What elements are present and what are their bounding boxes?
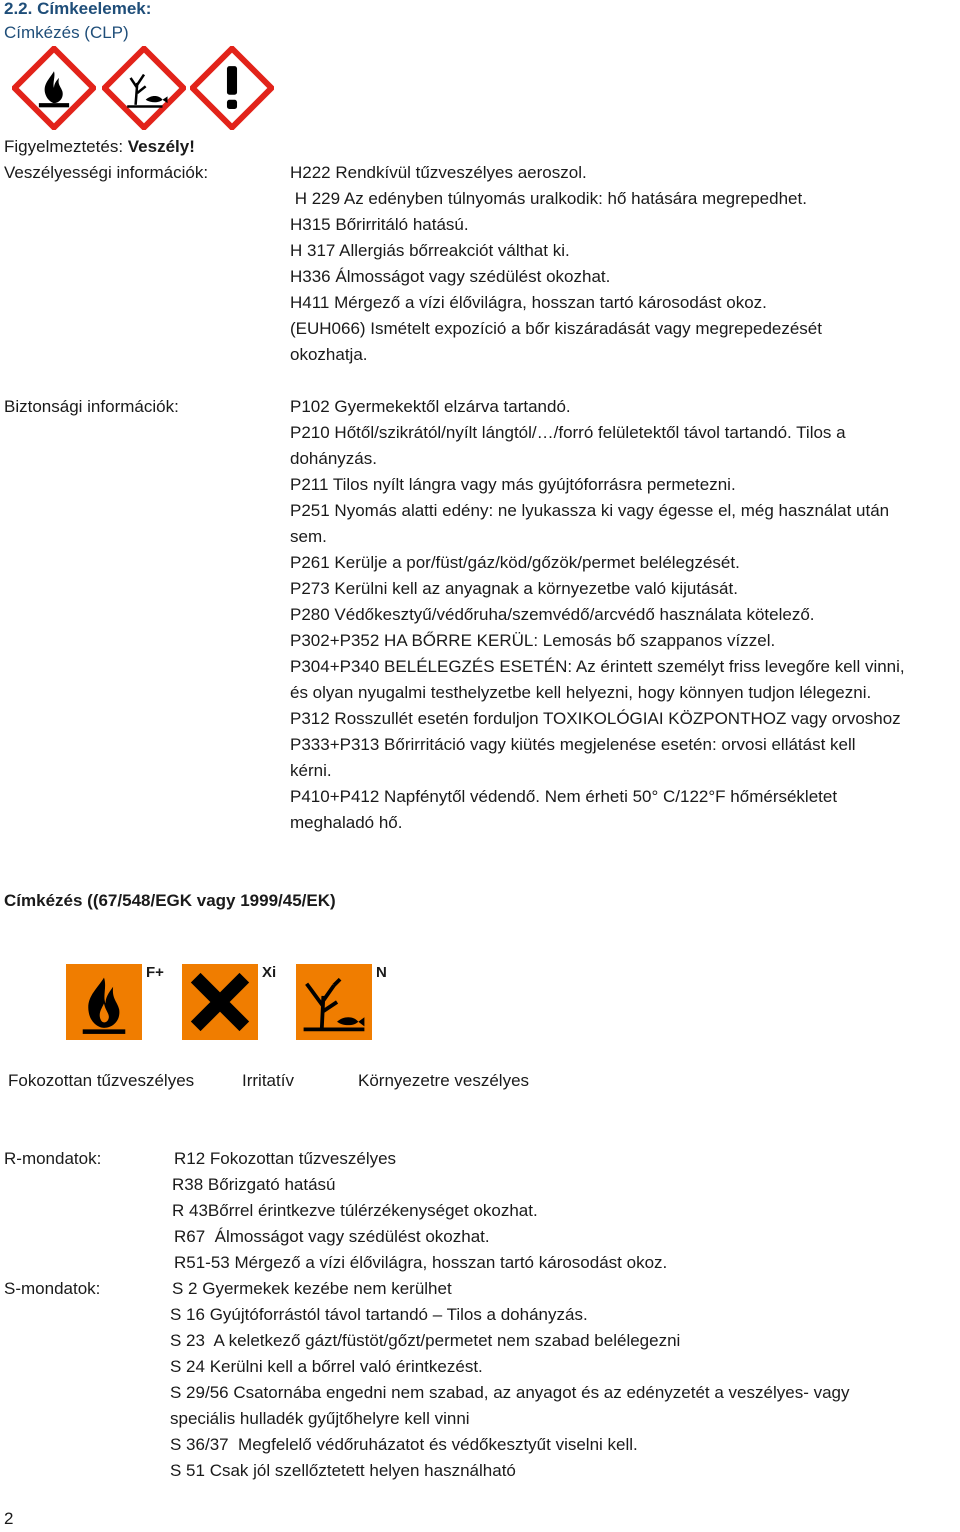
s-phrase: S 23 A keletkező gázt/füstöt/gőzt/permetet nem szabad belélegezni — [170, 1331, 681, 1350]
precaution-statement: meghaladó hő. — [290, 813, 403, 832]
eu-code-n: N — [376, 964, 387, 981]
hazard-statement: H336 Álmosságot vagy szédülést okozhat. — [290, 267, 611, 286]
precaution-statement: P333+P313 Bőrirritáció vagy kiütés megjelenése esetén: orvosi ellátást kell — [290, 735, 856, 754]
precaution-statement: P280 Védőkesztyű/védőruha/szemvédő/arcvédő használata kötelező. — [290, 605, 815, 624]
precaution-statement: P251 Nyomás alatti edény: ne lyukassza ki vagy égesse el, még használat után — [290, 501, 890, 520]
precaution-statement: P312 Rosszullét esetén forduljon TOXIKOLÓGIAI KÖZPONTHOZ vagy orvoshoz — [290, 709, 901, 728]
precaution-statement: P261 Kerülje a por/füst/gáz/köd/gőzök/permet belélegzését. — [290, 553, 740, 572]
hazard-statement: H 229 Az edényben túlnyomás uralkodik: hő hatására megrepedhet. — [290, 189, 807, 208]
r-phrases-list — [172, 1146, 667, 1276]
s-phrases-label: S-mondatok: — [4, 1279, 101, 1298]
hazard-statement: H 317 Allergiás bőrreakciót válthat ki. — [290, 241, 570, 260]
s-phrase: S 36/37 Megfelelő védőruházatot és védőkesztyűt viselni kell. — [170, 1435, 638, 1454]
signal-label: Figyelmeztetés: — [4, 137, 124, 156]
r-phrase: R51-53 Mérgező a vízi élővilágra, hosszan tartó károsodást okoz. — [174, 1253, 668, 1272]
signal-word: Veszély! — [127, 137, 195, 156]
s-phrase: S 51 Csak jól szellőztetett helyen használható — [170, 1461, 516, 1480]
r-phrase: R38 Bőrizgató hatású — [172, 1175, 336, 1194]
s-phrase: S 24 Kerülni kell a bőrrel való érintkezést. — [170, 1357, 483, 1376]
hazard-label: Veszélyességi információk: — [4, 163, 209, 182]
r-phrases-label: R-mondatok: — [4, 1149, 102, 1168]
section-title: 2.2. Címkeelemek: — [4, 0, 152, 18]
signal-word-row — [4, 134, 195, 160]
exclamation-icon — [190, 46, 274, 130]
hazard-statement: H411 Mérgező a vízi élővilágra, hosszan tartó károsodást okoz. — [290, 293, 767, 312]
precaution-statement: dohányzás. — [290, 449, 377, 468]
precaution-statement: sem. — [290, 527, 327, 546]
hazard-statement: okozhatja. — [290, 345, 368, 364]
hazard-statement: (EUH066) Ismételt expozíció a bőr kiszáradását vagy megrepedezését — [290, 319, 822, 338]
eu-caption-environment: Környezetre veszélyes — [358, 1071, 530, 1090]
precaution-statement: P302+P352 HA BŐRRE KERÜL: Lemosás bő szappanos vízzel. — [290, 631, 776, 650]
safety-label: Biztonsági információk: — [4, 397, 179, 416]
precaution-statement: kérni. — [290, 761, 332, 780]
s-phrase: S 29/56 Csatornába engedni nem szabad, az anyagot és az edényzetét a veszélyes- vagy — [170, 1383, 850, 1402]
s-phrase: speciális hulladék gyűjtőhelyre kell vinni — [170, 1409, 470, 1428]
section-subtitle: Címkézés (CLP) — [4, 23, 129, 42]
r-phrase: R 43Bőrrel érintkezve túlérzékenységet okozhat. — [172, 1201, 538, 1220]
precaution-statement: P304+P340 BELÉLEGZÉS ESETÉN: Az érintett személyt friss levegőre kell vinni, — [290, 657, 905, 676]
precaution-statement: P410+P412 Napfénytől védendő. Nem érheti 50° C/122°F hőmérsékletet — [290, 787, 838, 806]
dead-tree-icon — [296, 964, 372, 1040]
precaution-statement: P102 Gyermekektől elzárva tartandó. — [290, 397, 571, 416]
flame-icon — [66, 964, 142, 1040]
environment-icon — [102, 46, 186, 130]
eu-label-heading: Címkézés ((67/548/EGK vagy 1999/45/EK) — [4, 891, 336, 910]
hazard-list — [290, 160, 822, 368]
r-phrase: R12 Fokozottan tűzveszélyes — [174, 1149, 397, 1168]
flame-icon — [12, 46, 96, 130]
precaution-statement: P210 Hőtől/szikrától/nyílt lángtól/…/forró felületektől távol tartandó. Tilos a — [290, 423, 846, 442]
precaution-statement: és olyan nyugalmi testhelyzetbe kell helyezni, hogy könnyen tudjon lélegezni. — [290, 683, 872, 702]
page-number: 2 — [4, 1509, 14, 1528]
eu-code-xi: Xi — [262, 964, 277, 981]
eu-caption-flammable: Fokozottan tűzveszélyes — [8, 1071, 195, 1090]
precaution-statement: P273 Kerülni kell az anyagnak a környezetbe való kijutását. — [290, 579, 738, 598]
eu-caption-irritant: Irritatív — [242, 1071, 294, 1090]
eu-code-fplus: F+ — [146, 964, 164, 981]
s-phrase: S 2 Gyermekek kezébe nem kerülhet — [172, 1279, 452, 1298]
s-phrases-list — [170, 1276, 850, 1484]
cross-icon — [182, 964, 258, 1040]
r-phrase: R67 Álmosságot vagy szédülést okozhat. — [174, 1227, 490, 1246]
hazard-statement: H222 Rendkívül tűzveszélyes aeroszol. — [290, 163, 587, 182]
precaution-statement: P211 Tilos nyílt lángra vagy más gyújtóforrásra permetezni. — [290, 475, 736, 494]
s-phrase: S 16 Gyújtóforrástól távol tartandó – Tilos a dohányzás. — [170, 1305, 588, 1324]
hazard-statement: H315 Bőrirritáló hatású. — [290, 215, 469, 234]
safety-list — [290, 394, 905, 836]
